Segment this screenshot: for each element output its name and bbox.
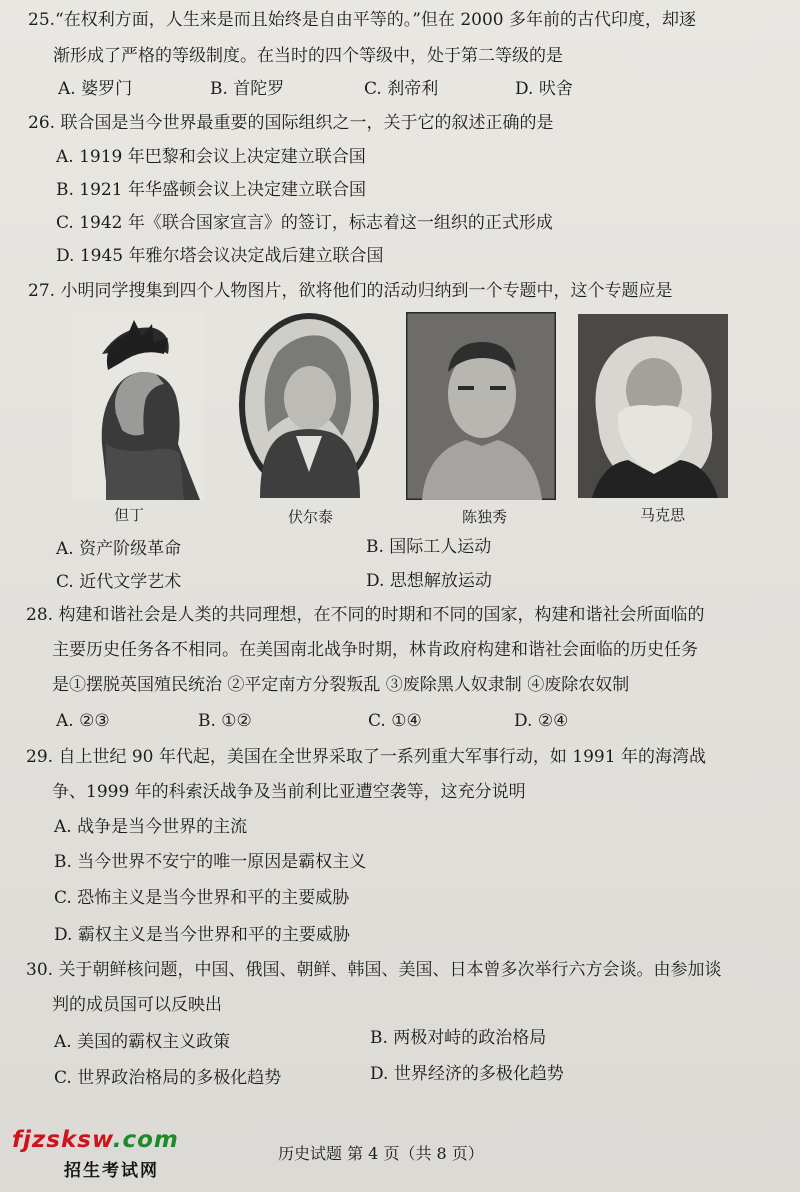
q27-option-d: D. 思想解放运动 — [366, 571, 492, 591]
q28-option-c: C. ①④ — [368, 711, 422, 731]
q29-line-1: 29. 自上世纪 90 年代起，美国在全世界采取了一系列重大军事行动，如 1991 年的海湾战 — [26, 747, 706, 767]
q29-option-b: B. 当今世界不安宁的唯一原因是霸权主义 — [54, 852, 367, 872]
q25-line-2: 渐形成了严格的等级制度。在当时的四个等级中，处于第二等级的是 — [53, 46, 563, 66]
q28-option-d: D. ②④ — [514, 711, 569, 731]
q29-option-c: C. 恐怖主义是当今世界和平的主要威胁 — [54, 888, 350, 908]
q29-option-d: D. 霸权主义是当今世界和平的主要威胁 — [54, 925, 350, 945]
q30-line-2: 判的成员国可以反映出 — [52, 995, 222, 1015]
q27-stem: 27. 小明同学搜集到四个人物图片，欲将他们的活动归纳到一个专题中，这个专题应是 — [28, 281, 673, 301]
q27-option-b: B. 国际工人运动 — [366, 537, 492, 557]
q29-line-2: 争、1999 年的科索沃战争及当前利比亚遭空袭等，这充分说明 — [52, 782, 526, 802]
q25-option-b: B. 首陀罗 — [210, 79, 285, 99]
caption-chen-duxiu: 陈独秀 — [462, 508, 508, 526]
q25-option-c: C. 刹帝利 — [364, 79, 439, 99]
q25-option-d: D. 吠舍 — [515, 79, 573, 99]
site-logo-suffix: .com — [112, 1127, 179, 1153]
site-logo — [12, 1127, 179, 1153]
q26-option-d: D. 1945 年雅尔塔会议决定战后建立联合国 — [56, 246, 384, 266]
q25-line-1: 25.“在权利方面，人生来是而且始终是自由平等的。”但在 2000 多年前的古代印度，却逐 — [28, 10, 696, 30]
caption-dante: 但丁 — [114, 506, 145, 524]
q30-option-a: A. 美国的霸权主义政策 — [54, 1032, 231, 1052]
q26-option-a: A. 1919 年巴黎和会议上决定建立联合国 — [56, 147, 366, 167]
voltaire-portrait — [238, 312, 380, 498]
q26-option-b: B. 1921 年华盛顿会议上决定建立联合国 — [56, 180, 366, 200]
chen-duxiu-portrait — [406, 312, 556, 500]
site-logo-main: fjzsksw — [12, 1127, 113, 1153]
dante-portrait — [72, 314, 204, 500]
q28-option-b: B. ①② — [198, 711, 252, 731]
q25-option-a: A. 婆罗门 — [58, 79, 133, 99]
q27-option-c: C. 近代文学艺术 — [56, 572, 182, 592]
q28-line-2: 主要历史任务各不相同。在美国南北战争时期，林肯政府构建和谐社会面临的历史任务 — [52, 640, 698, 660]
q30-option-c: C. 世界政治格局的多极化趋势 — [54, 1068, 282, 1088]
page-footer: 历史试题 第 4 页（共 8 页） — [278, 1144, 484, 1163]
q30-line-1: 30. 关于朝鲜核问题，中国、俄国、朝鲜、韩国、美国、日本曾多次举行六方会谈。由参加谈 — [26, 960, 722, 980]
q30-option-d: D. 世界经济的多极化趋势 — [370, 1064, 564, 1084]
q28-line-1: 28. 构建和谐社会是人类的共同理想，在不同的时期和不同的国家，构建和谐社会所面临的 — [26, 605, 705, 625]
caption-voltaire: 伏尔泰 — [288, 508, 334, 526]
site-logo-subtitle: 招生考试网 — [64, 1161, 159, 1181]
caption-marx: 马克思 — [640, 506, 686, 524]
q28-option-a: A. ②③ — [56, 711, 110, 731]
marx-portrait — [578, 314, 728, 498]
q26-option-c: C. 1942 年《联合国家宣言》的签订，标志着这一组织的正式形成 — [56, 213, 553, 233]
q30-option-b: B. 两极对峙的政治格局 — [370, 1028, 547, 1048]
q26-stem: 26. 联合国是当今世界最重要的国际组织之一，关于它的叙述正确的是 — [28, 113, 554, 133]
q27-option-a: A. 资产阶级革命 — [56, 539, 182, 559]
q28-line-3: 是①摆脱英国殖民统治 ②平定南方分裂叛乱 ③废除黑人奴隶制 ④废除农奴制 — [52, 675, 630, 695]
q29-option-a: A. 战争是当今世界的主流 — [54, 817, 248, 837]
